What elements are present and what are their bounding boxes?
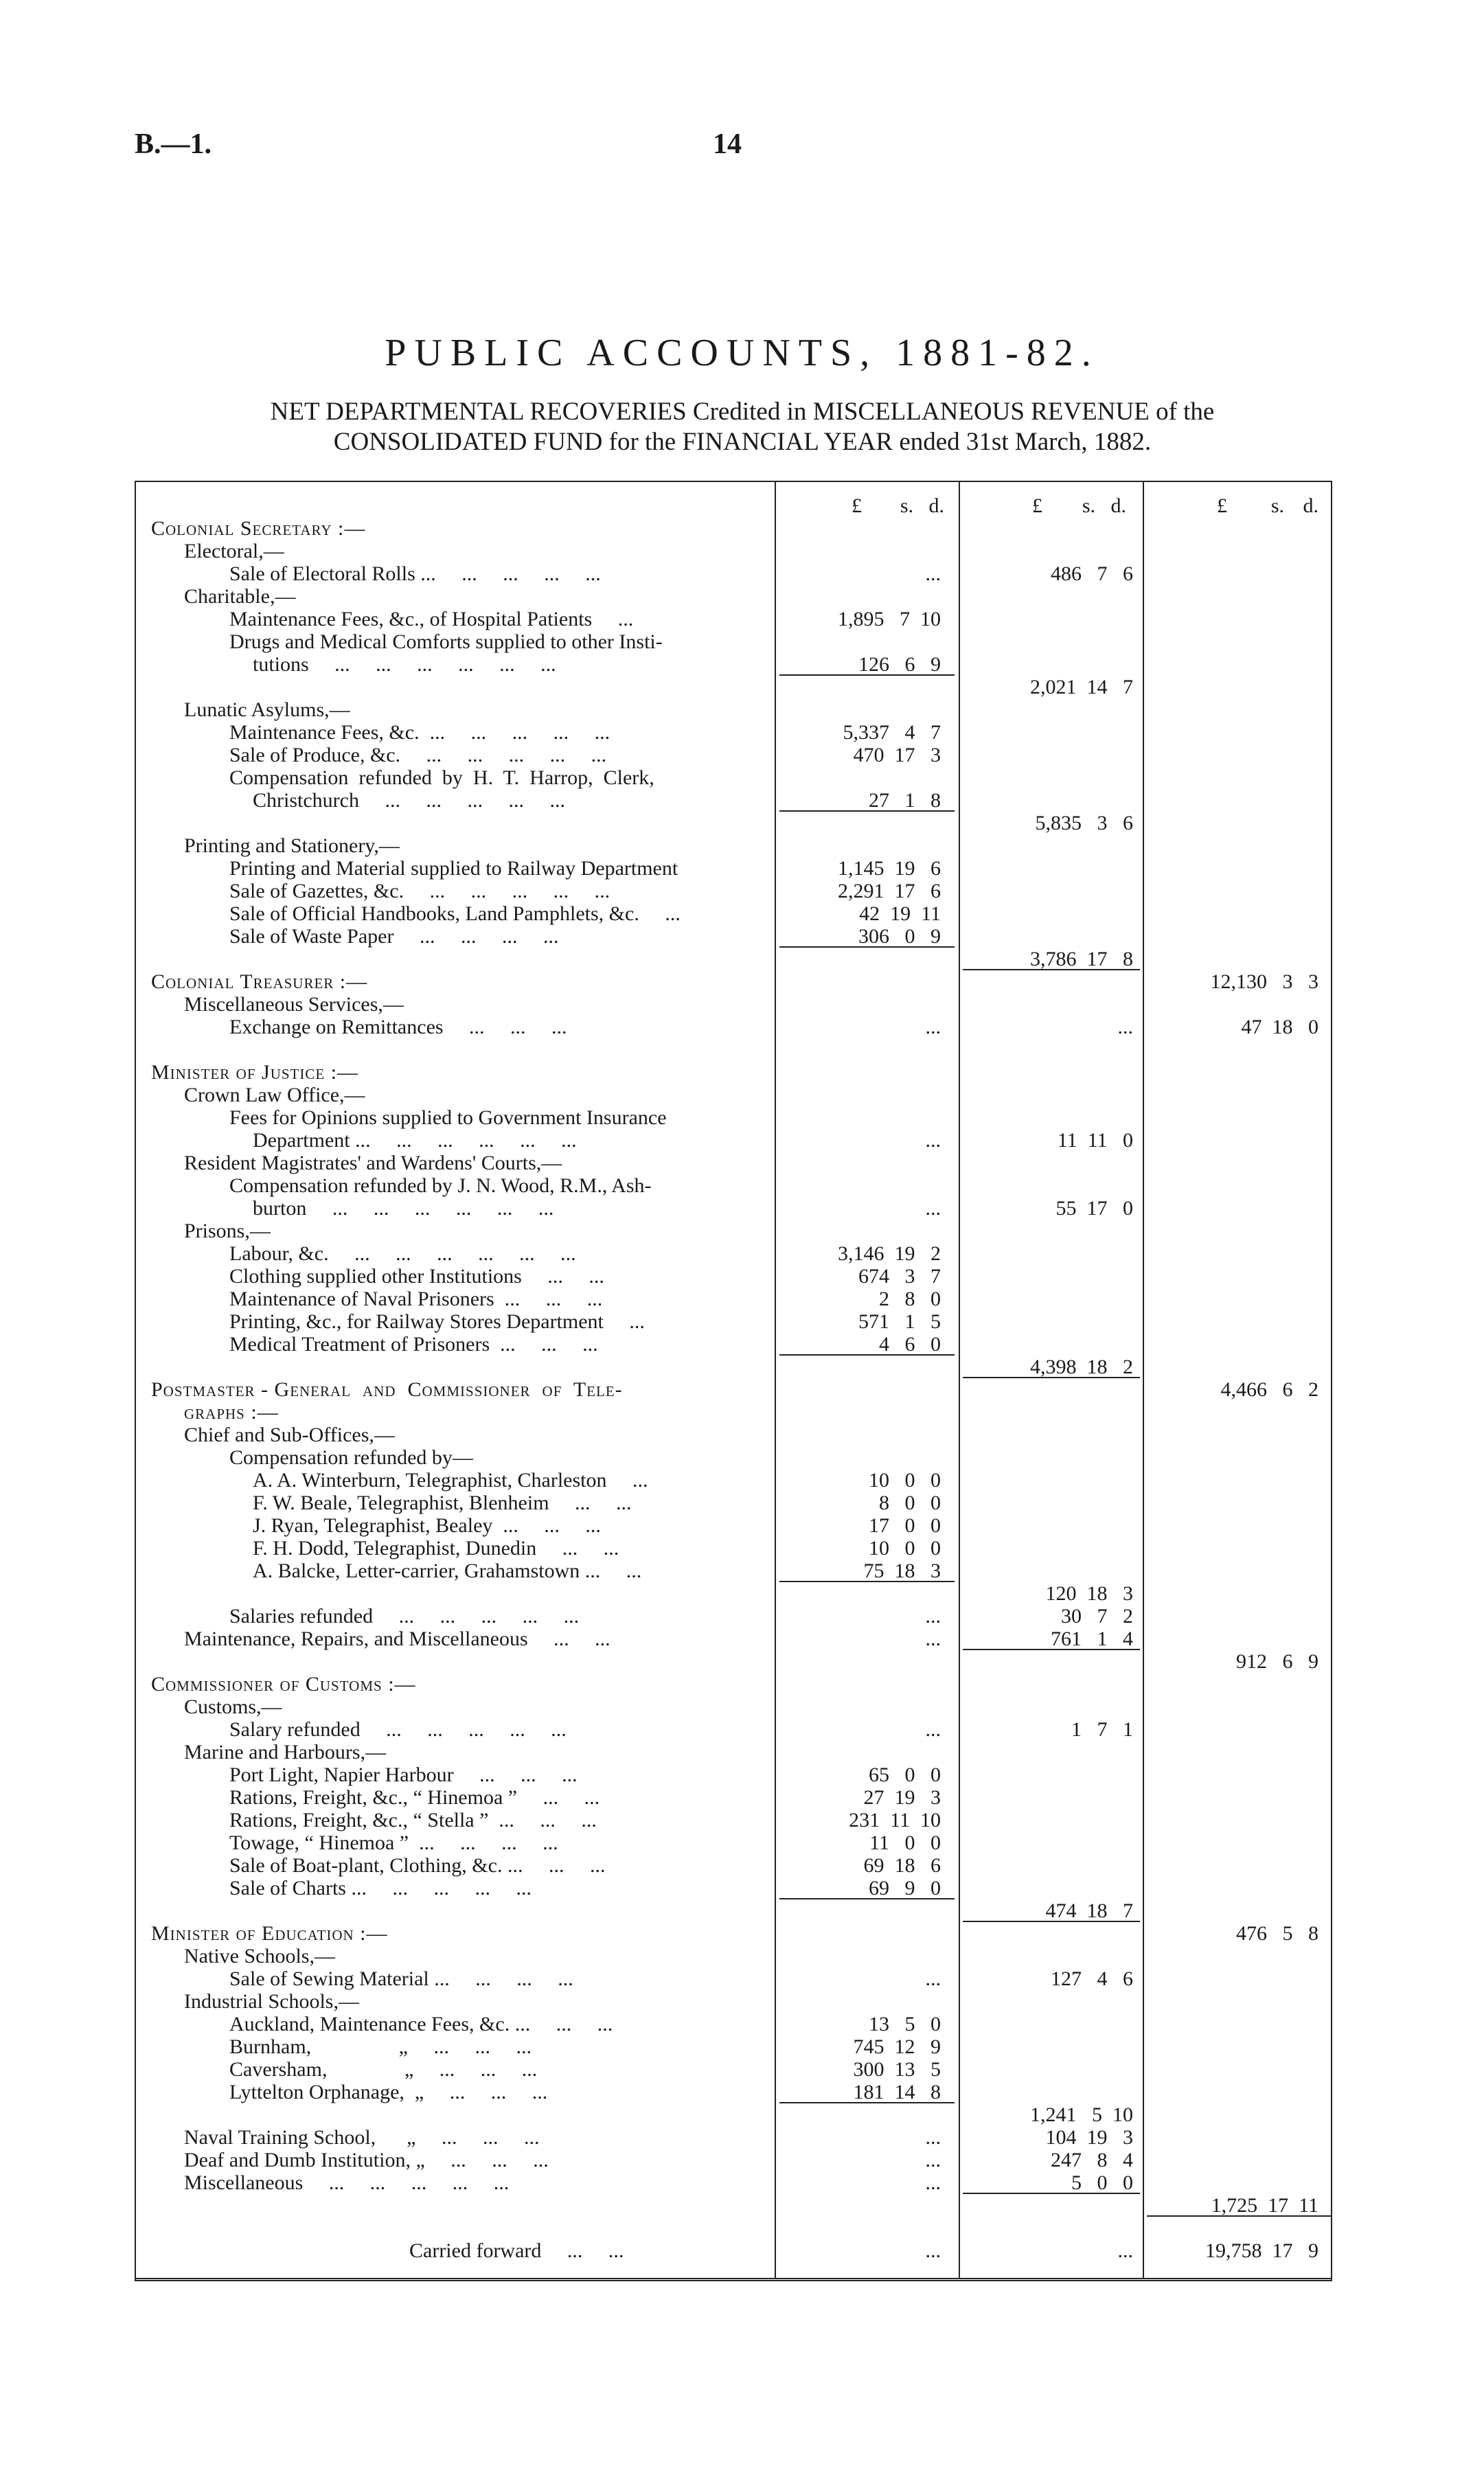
row-label: Auckland, Maintenance Fees, &c. ... ... ... — [229, 2013, 613, 2035]
row-label: F. H. Dodd, Telegraphist, Dunedin ... ... — [253, 1537, 619, 1560]
section-heading: Colonial Treasurer :— — [151, 970, 368, 993]
row-label: Rations, Freight, &c., “ Stella ” ... ... ... — [229, 1809, 597, 1831]
amount-col-2: 5 0 0 — [1071, 2171, 1133, 2194]
amount-col-1: ... — [925, 1605, 941, 1628]
section-heading: Minister of Justice :— — [151, 1061, 359, 1084]
table-row — [0, 1084, 1484, 1106]
subtotal-row — [0, 676, 1484, 698]
row-label: Sale of Boat-plant, Clothing, &c. ... ... ... — [229, 1854, 606, 1877]
row-label: Department ... ... ... ... ... ... — [253, 1129, 577, 1152]
row-label: Sale of Charts ... ... ... ... ... — [229, 1877, 532, 1899]
row-label: Charitable,— — [184, 585, 296, 608]
table-row — [0, 1016, 1484, 1038]
row-label: Native Schools,— — [184, 1945, 335, 1967]
col3-pound-header: £ — [1217, 494, 1227, 517]
table-row — [0, 902, 1484, 925]
table-row — [0, 2013, 1484, 2035]
subtotal-row — [0, 812, 1484, 834]
table-row — [0, 2058, 1484, 2081]
table-row — [0, 2035, 1484, 2058]
subtotal-row — [0, 2103, 1484, 2126]
amount-col-2: 104 19 3 — [1045, 2126, 1133, 2149]
amount-col-1: 11 0 0 — [869, 1831, 941, 1854]
table-row — [0, 585, 1484, 608]
amount-col-1: 126 6 9 — [858, 653, 941, 676]
col1-pound-header: £ — [852, 494, 862, 517]
table-row — [0, 2149, 1484, 2171]
table-row — [0, 857, 1484, 880]
table-row — [0, 1990, 1484, 2013]
table-row — [0, 630, 1484, 653]
table-row — [0, 1288, 1484, 1310]
table-row — [0, 993, 1484, 1016]
amount-col-3: 19,758 17 9 — [1205, 2239, 1319, 2262]
page-title: PUBLIC ACCOUNTS, 1881-82. — [385, 332, 1099, 374]
col1-shillings-header: s. — [900, 494, 913, 517]
row-label: Salaries refunded ... ... ... ... ... — [229, 1605, 580, 1628]
amount-col-2: ... — [1117, 1016, 1133, 1038]
amount-col-1: 65 0 0 — [869, 1763, 941, 1786]
table-row — [0, 1763, 1484, 1786]
row-label: Exchange on Remittances ... ... ... — [229, 1016, 567, 1038]
amount-col-3: 912 6 9 — [1236, 1650, 1319, 1673]
row-label: Lyttelton Orphanage, „ ... ... ... — [229, 2081, 548, 2103]
amount-col-2: 2,021 14 7 — [1030, 676, 1133, 698]
row-label: Maintenance Fees, &c. ... ... ... ... ... — [229, 721, 610, 744]
amount-col-2: 4,398 18 2 — [1030, 1356, 1133, 1378]
table-row — [0, 540, 1484, 562]
table-row — [0, 1514, 1484, 1537]
table-row — [0, 1333, 1484, 1356]
amount-col-3: 4,466 6 2 — [1220, 1378, 1319, 1401]
table-row — [0, 1378, 1484, 1401]
amount-col-1: ... — [925, 2239, 941, 2262]
row-label: Prisons,— — [184, 1220, 271, 1242]
row-label: Naval Training School, „ ... ... ... — [184, 2126, 540, 2149]
amount-col-1: 745 12 9 — [853, 2035, 941, 2058]
table-row — [0, 562, 1484, 585]
row-label: F. W. Beale, Telegraphist, Blenheim ... ... — [253, 1492, 632, 1514]
col2-pound-header: £ — [1032, 494, 1042, 517]
row-label: Electoral,— — [184, 540, 284, 562]
table-row — [0, 1129, 1484, 1152]
subtitle-line-2: CONSOLIDATED FUND for the FINANCIAL YEAR ended 31st March, 1882. — [333, 428, 1152, 456]
row-label: A. Balcke, Letter-carrier, Grahamstown ... ... — [253, 1560, 642, 1582]
table-row — [0, 1310, 1484, 1333]
row-label: Clothing supplied other Institutions ... ... — [229, 1265, 604, 1288]
amount-col-2: 127 4 6 — [1051, 1967, 1133, 1990]
table-row — [0, 1492, 1484, 1514]
table-row — [0, 1242, 1484, 1265]
amount-col-1: 69 9 0 — [869, 1877, 941, 1899]
row-label: burton ... ... ... ... ... ... — [253, 1197, 554, 1220]
amount-col-1: 300 13 5 — [853, 2058, 941, 2081]
amount-col-1: ... — [925, 1718, 941, 1741]
table-row — [0, 2171, 1484, 2194]
table-row — [0, 744, 1484, 766]
table-row — [0, 653, 1484, 676]
table-row — [0, 1696, 1484, 1718]
subtotal-row — [0, 1650, 1484, 1673]
table-row — [0, 608, 1484, 630]
table-bottom-border — [135, 2278, 1332, 2281]
section-heading: Colonial Secretary :— — [151, 517, 366, 540]
amount-col-1: 470 17 3 — [853, 744, 941, 766]
amount-col-2: 474 18 7 — [1045, 1899, 1133, 1922]
table-row — [0, 1628, 1484, 1650]
table-row — [0, 1967, 1484, 1990]
amount-col-2: 486 7 6 — [1051, 562, 1133, 585]
row-label: Fees for Opinions supplied to Government Insurance — [229, 1106, 667, 1129]
row-label: Towage, “ Hinemoa ” ... ... ... ... — [229, 1831, 558, 1854]
row-label: Rations, Freight, &c., “ Hinemoa ” ... ... — [229, 1786, 600, 1809]
table-row — [0, 880, 1484, 902]
row-label: J. Ryan, Telegraphist, Bealey ... ... ... — [253, 1514, 601, 1537]
page-subtitle — [135, 397, 1350, 457]
row-label: Salary refunded ... ... ... ... ... — [229, 1718, 567, 1741]
table-row — [0, 1197, 1484, 1220]
table-row — [0, 970, 1484, 993]
table-row — [0, 789, 1484, 812]
table-row — [0, 1152, 1484, 1174]
page-number: 14 — [713, 128, 742, 160]
row-label: Industrial Schools,— — [184, 1990, 359, 2013]
row-label: Maintenance of Naval Prisoners ... ... ... — [229, 1288, 603, 1310]
table-row — [0, 1174, 1484, 1197]
table-row — [0, 1945, 1484, 1967]
amount-col-2: 1 7 1 — [1071, 1718, 1133, 1741]
table-row — [0, 1605, 1484, 1628]
amount-col-1: 42 19 11 — [859, 902, 941, 925]
row-label: Sale of Waste Paper ... ... ... ... — [229, 925, 559, 948]
amount-col-1: 1,145 19 6 — [838, 857, 941, 880]
amount-col-1: 10 0 0 — [869, 1537, 941, 1560]
section-heading: Minister of Education :— — [151, 1922, 388, 1945]
amount-col-2: 120 18 3 — [1045, 1582, 1133, 1605]
row-label: Carried forward ... ... — [409, 2239, 624, 2262]
accounts-table — [0, 494, 1484, 2262]
col2-pence-header: d. — [1110, 494, 1126, 517]
row-label: Maintenance, Repairs, and Miscellaneous ... ... — [184, 1628, 610, 1650]
row-label: Compensation refunded by H. T. Harrop, Clerk, — [229, 766, 654, 789]
subtotal-row — [0, 1038, 1484, 1061]
amount-col-1: ... — [925, 1197, 941, 1220]
row-label: Sale of Produce, &c. ... ... ... ... ... — [229, 744, 607, 766]
row-label: Sale of Official Handbooks, Land Pamphlets, &c. ... — [229, 902, 681, 925]
row-label: Sale of Electoral Rolls ... ... ... ... ... — [229, 562, 601, 585]
table-row — [0, 1265, 1484, 1288]
row-label: Chief and Sub-Offices,— — [184, 1424, 395, 1446]
table-row — [0, 1809, 1484, 1831]
table-row — [0, 1401, 1484, 1424]
amount-col-1: 181 14 8 — [853, 2081, 941, 2103]
row-label: Miscellaneous Services,— — [184, 993, 404, 1016]
row-label: Printing and Stationery,— — [184, 834, 400, 857]
col1-pence-header: d. — [928, 494, 944, 517]
amount-col-3: 1,725 17 11 — [1211, 2194, 1319, 2217]
table-row — [0, 1718, 1484, 1741]
amount-col-2: 11 11 0 — [1057, 1129, 1133, 1152]
table-row — [0, 1537, 1484, 1560]
table-row — [0, 1786, 1484, 1809]
table-row — [0, 1106, 1484, 1129]
table-row — [0, 698, 1484, 721]
amount-col-1: ... — [925, 1628, 941, 1650]
row-label: Customs,— — [184, 1696, 282, 1718]
amount-col-3: 47 18 0 — [1241, 1016, 1319, 1038]
table-row — [0, 2081, 1484, 2103]
table-row — [0, 1741, 1484, 1763]
row-label: Sale of Gazettes, &c. ... ... ... ... ... — [229, 880, 610, 902]
table-row — [0, 1877, 1484, 1899]
amount-col-1: 1,895 7 10 — [838, 608, 941, 630]
amount-col-1: 3,146 19 2 — [838, 1242, 941, 1265]
subtotal-row — [0, 948, 1484, 970]
amount-col-2: 5,835 3 6 — [1035, 812, 1133, 834]
section-heading: graphs :— — [184, 1401, 279, 1424]
amount-col-1: 306 0 9 — [858, 925, 941, 948]
amount-col-3: 476 5 8 — [1236, 1922, 1319, 1945]
subtotal-row — [0, 2217, 1484, 2239]
col2-shillings-header: s. — [1082, 494, 1095, 517]
subtotal-row — [0, 2194, 1484, 2217]
subtotal-row — [0, 1582, 1484, 1605]
currency-header-row — [0, 494, 1484, 517]
amount-col-1: ... — [925, 562, 941, 585]
table-row — [0, 1220, 1484, 1242]
amount-col-1: 17 0 0 — [869, 1514, 941, 1537]
col3-pence-header: d. — [1303, 494, 1319, 517]
amount-col-2: 247 8 4 — [1051, 2149, 1133, 2171]
row-label: Printing, &c., for Railway Stores Department ... — [229, 1310, 645, 1333]
table-row — [0, 1854, 1484, 1877]
row-label: Printing and Material supplied to Railway Department — [229, 857, 678, 880]
subtotal-row — [0, 1899, 1484, 1922]
table-row — [0, 1922, 1484, 1945]
amount-col-3: 12,130 3 3 — [1210, 970, 1319, 993]
section-heading: Postmaster - General and Commissioner of Tele- — [151, 1378, 623, 1401]
amount-col-1: ... — [925, 1967, 941, 1990]
amount-col-1: 8 0 0 — [879, 1492, 941, 1514]
col3-shillings-header: s. — [1270, 494, 1284, 517]
row-label: Medical Treatment of Prisoners ... ... ... — [229, 1333, 598, 1356]
table-row — [0, 766, 1484, 789]
amount-col-2: 1,241 5 10 — [1030, 2103, 1133, 2126]
table-row — [0, 834, 1484, 857]
amount-col-1: ... — [925, 2171, 941, 2194]
amount-col-1: 4 6 0 — [879, 1333, 941, 1356]
document-reference: B.—1. — [135, 128, 212, 160]
amount-col-1: 674 3 7 — [858, 1265, 941, 1288]
table-row — [0, 1446, 1484, 1469]
row-label: Crown Law Office,— — [184, 1084, 365, 1106]
row-label: Sale of Sewing Material ... ... ... ... — [229, 1967, 573, 1990]
amount-col-1: ... — [925, 2149, 941, 2171]
row-label: Miscellaneous ... ... ... ... ... — [184, 2171, 510, 2194]
amount-col-1: ... — [925, 1016, 941, 1038]
table-row — [0, 925, 1484, 948]
amount-col-1: ... — [925, 1129, 941, 1152]
row-label: Lunatic Asylums,— — [184, 698, 350, 721]
table-row — [0, 721, 1484, 744]
row-label: Compensation refunded by— — [229, 1446, 473, 1469]
row-label: Burnham, „ ... ... ... — [229, 2035, 532, 2058]
subtitle-line-1: NET DEPARTMENTAL RECOVERIES Credited in MISCELLANEOUS REVENUE of the — [270, 398, 1215, 426]
amount-col-1: 2 8 0 — [879, 1288, 941, 1310]
amount-col-2: 55 17 0 — [1055, 1197, 1133, 1220]
section-heading: Commissioner of Customs :— — [151, 1673, 416, 1696]
row-label: Marine and Harbours,— — [184, 1741, 387, 1763]
amount-col-1: ... — [925, 2126, 941, 2149]
row-label: Resident Magistrates' and Wardens' Courts,— — [184, 1152, 562, 1174]
table-row — [0, 1061, 1484, 1084]
amount-col-2: 30 7 2 — [1061, 1605, 1133, 1628]
amount-col-1: 27 19 3 — [863, 1786, 941, 1809]
amount-col-2: ... — [1117, 2239, 1133, 2262]
table-row — [0, 1673, 1484, 1696]
amount-col-1: 75 18 3 — [863, 1560, 941, 1582]
row-label: Port Light, Napier Harbour ... ... ... — [229, 1763, 578, 1786]
row-label: Deaf and Dumb Institution, „ ... ... ... — [184, 2149, 549, 2171]
row-label: A. A. Winterburn, Telegraphist, Charleston ... — [253, 1469, 648, 1492]
row-label: Christchurch ... ... ... ... ... — [253, 789, 565, 812]
subtotal-row — [0, 1356, 1484, 1378]
row-label: Compensation refunded by J. N. Wood, R.M., Ash- — [229, 1174, 652, 1197]
amount-col-1: 571 1 5 — [858, 1310, 941, 1333]
amount-col-2: 3,786 17 8 — [1030, 948, 1133, 970]
row-label: tutions ... ... ... ... ... ... — [253, 653, 556, 676]
amount-col-1: 5,337 4 7 — [843, 721, 941, 744]
table-row — [0, 1560, 1484, 1582]
table-row — [0, 1424, 1484, 1446]
amount-col-1: 2,291 17 6 — [838, 880, 941, 902]
amount-col-1: 13 5 0 — [869, 2013, 941, 2035]
table-row — [0, 2239, 1484, 2262]
table-top-border — [135, 481, 1332, 482]
amount-col-2: 761 1 4 — [1051, 1628, 1133, 1650]
amount-col-1: 10 0 0 — [869, 1469, 941, 1492]
row-label: Maintenance Fees, &c., of Hospital Patients ... — [229, 608, 634, 630]
table-row — [0, 517, 1484, 540]
table-row — [0, 1831, 1484, 1854]
amount-col-1: 27 1 8 — [869, 789, 941, 812]
table-row — [0, 1469, 1484, 1492]
row-label: Labour, &c. ... ... ... ... ... ... — [229, 1242, 576, 1265]
amount-col-1: 69 18 6 — [863, 1854, 941, 1877]
row-label: Caversham, „ ... ... ... — [229, 2058, 538, 2081]
amount-col-1: 231 11 10 — [849, 1809, 941, 1831]
row-label: Drugs and Medical Comforts supplied to other Insti- — [229, 630, 663, 653]
table-row — [0, 2126, 1484, 2149]
